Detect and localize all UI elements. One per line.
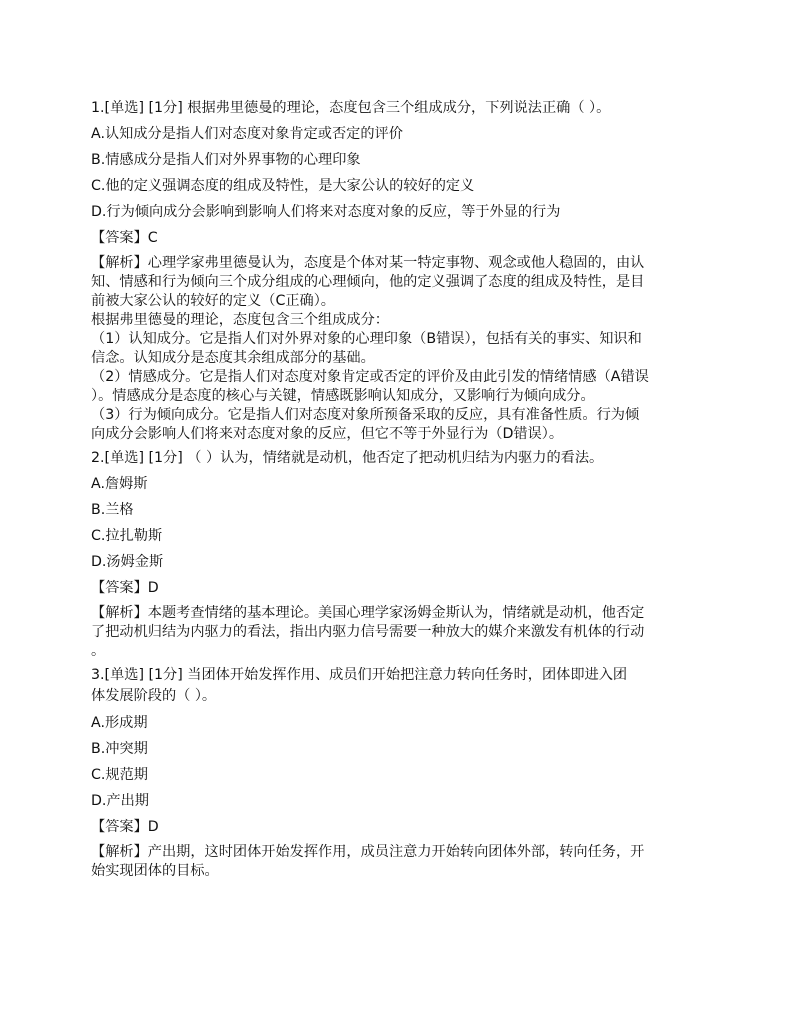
analysis-line: （2）情感成分。它是指人们对态度对象肯定或否定的评价及由此引发的情绪情感（A错误	[91, 369, 649, 385]
question-stem	[91, 665, 706, 707]
option-d: D.汤姆金斯	[91, 554, 164, 570]
analysis-line: 知、情感和行为倾向三个成分组成的心理倾向，他的定义强调了态度的组成及特性，是目	[91, 274, 645, 290]
answer: 【答案】D	[91, 580, 159, 596]
analysis	[91, 254, 706, 444]
option-a: A.詹姆斯	[91, 476, 148, 492]
answer: 【答案】D	[91, 819, 159, 835]
analysis	[91, 843, 706, 881]
option-a: A.形成期	[91, 715, 148, 731]
analysis-line: （3）行为倾向成分。它是指人们对态度对象所预备采取的反应，具有准备性质。行为倾	[91, 407, 640, 423]
option-c: C.他的定义强调态度的组成及特性，是大家公认的较好的定义	[91, 178, 475, 194]
analysis-line: 信念。认知成分是态度其余组成部分的基础。	[91, 350, 375, 366]
option-a: A.认知成分是指人们对态度对象肯定或否定的评价	[91, 126, 403, 142]
option-c: C.拉扎勒斯	[91, 528, 163, 544]
analysis-line: 根据弗里德曼的理论，态度包含三个组成成分：	[91, 312, 389, 328]
question-1	[91, 98, 706, 444]
analysis	[91, 604, 706, 661]
analysis-line: 【解析】本题考查情绪的基本理论。美国心理学家汤姆金斯认为，情绪就是动机，他否定	[91, 605, 645, 621]
option-b: B.情感成分是指人们对外界事物的心理印象	[91, 152, 361, 168]
question-3	[91, 665, 706, 881]
option-d: D.产出期	[91, 793, 149, 809]
option-b: B.冲突期	[91, 741, 148, 757]
option-c: C.规范期	[91, 767, 148, 783]
question-stem: 1.[单选] [1分] 根据弗里德曼的理论，态度包含三个组成成分，下列说法正确（ ）。	[91, 100, 611, 116]
analysis-line: 【解析】产出期，这时团体开始发挥作用，成员注意力开始转向团体外部，转向任务，开	[91, 844, 645, 860]
document-page	[91, 98, 706, 881]
question-2	[91, 448, 706, 661]
analysis-line: 前被大家公认的较好的定义（C正确）。	[91, 293, 335, 309]
option-b: B.兰格	[91, 502, 134, 518]
analysis-line: 始实现团体的目标。	[91, 863, 219, 879]
analysis-line: 。	[91, 643, 106, 659]
answer: 【答案】C	[91, 230, 158, 246]
analysis-line: （1）认知成分。它是指人们对外界对象的心理印象（B错误），包括有关的事实、知识和	[91, 331, 642, 347]
question-stem-line: 体发展阶段的（ ）。	[91, 688, 217, 704]
option-d: D.行为倾向成分会影响到影响人们将来对态度对象的反应，等于外显的行为	[91, 204, 561, 220]
analysis-line: 向成分会影响人们将来对态度对象的反应，但它不等于外显行为（D错误）。	[91, 426, 564, 442]
analysis-line: ）。情感成分是态度的核心与关键，情感既影响认知成分，又影响行为倾向成分。	[91, 388, 595, 404]
analysis-line: 了把动机归结为内驱力的看法，指出内驱力信号需要一种放大的媒介来激发有机体的行动	[91, 624, 645, 640]
question-stem: 2.[单选] [1分] （ ）认为，情绪就是动机，他否定了把动机归结为内驱力的看法。	[91, 450, 604, 466]
analysis-line: 【解析】心理学家弗里德曼认为，态度是个体对某一特定事物、观念或他人稳固的，由认	[91, 255, 645, 271]
question-stem-line: 3.[单选] [1分] 当团体开始发挥作用、成员们开始把注意力转向任务时，团体即进入团	[91, 667, 628, 683]
